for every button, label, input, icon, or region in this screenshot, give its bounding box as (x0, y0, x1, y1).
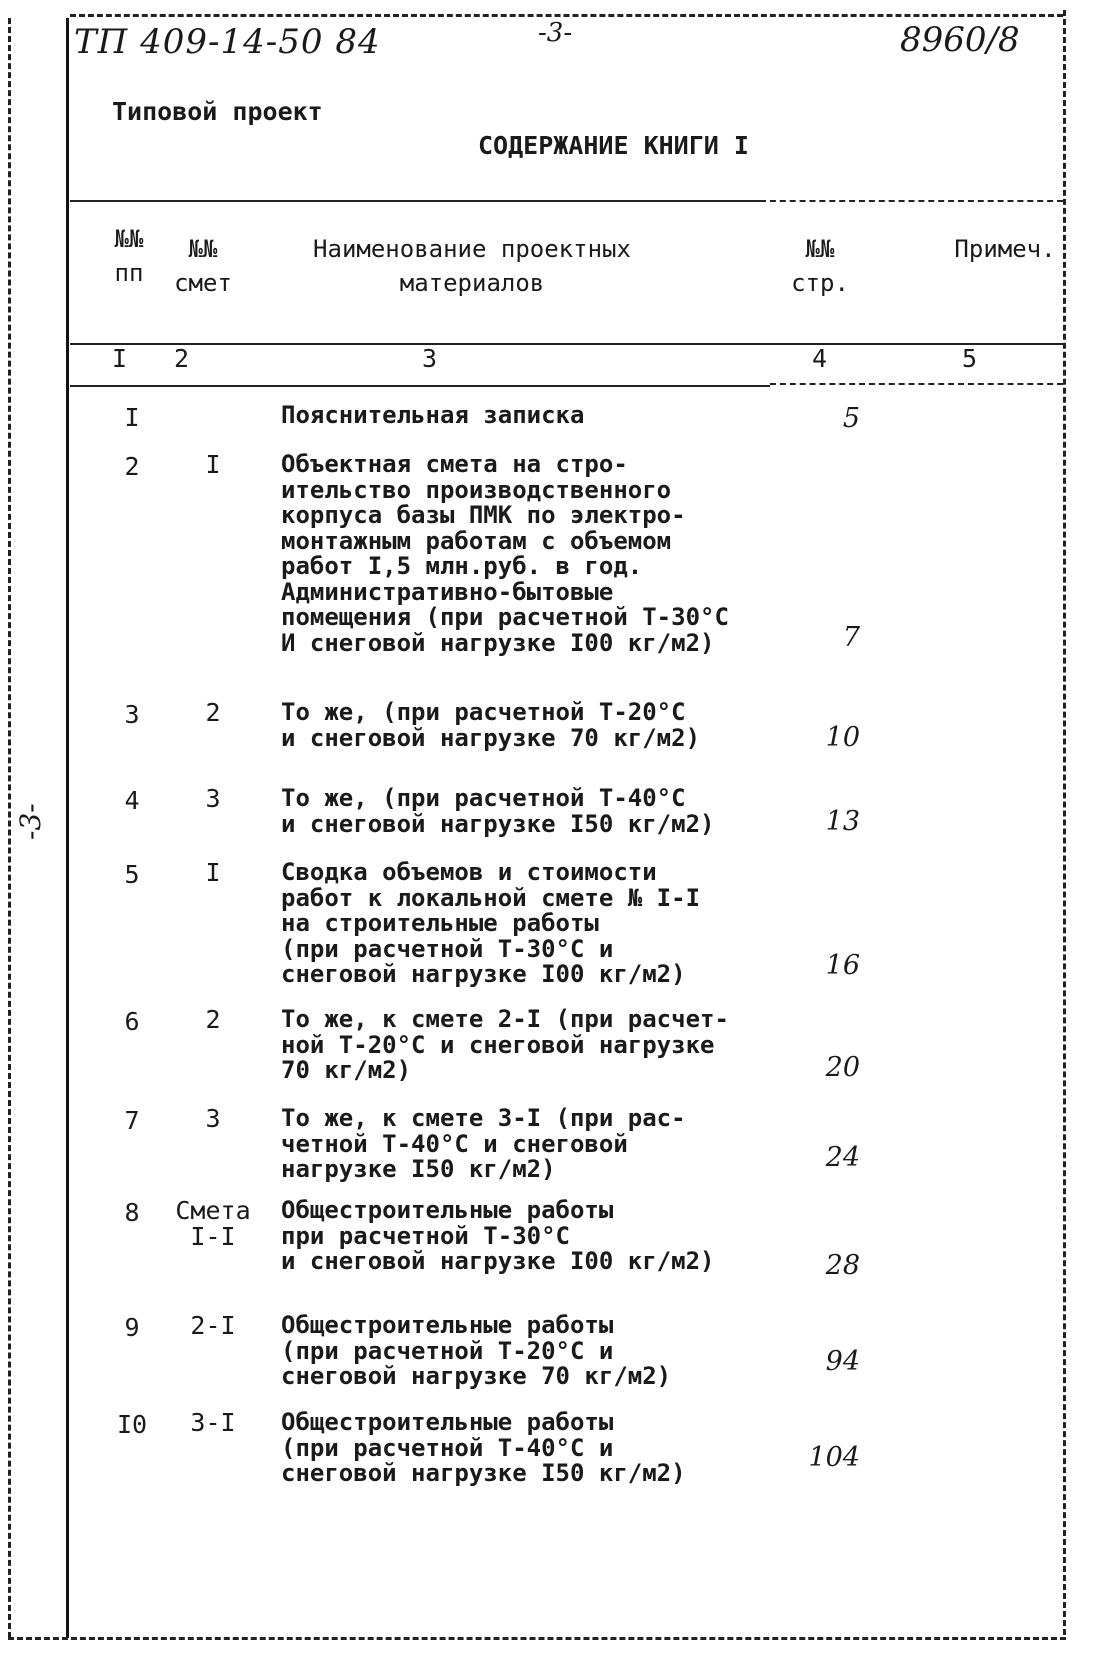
row-estimate: 2 (205, 1005, 221, 1034)
column-number-1: I (112, 344, 128, 373)
row-page: 28 (825, 1250, 860, 1281)
row-page: 104 (808, 1442, 860, 1473)
column-number-4: 4 (812, 344, 828, 373)
frame-top (70, 14, 1063, 17)
frame-left (66, 18, 69, 1638)
row-number: 2 (124, 452, 140, 481)
row-number: 6 (124, 1007, 140, 1036)
page-marker: -3- (538, 18, 573, 48)
row-estimate: 2 (205, 698, 221, 727)
row-estimate: 3 (205, 1104, 221, 1133)
frame-left-outer (8, 18, 11, 1638)
row-page: 10 (825, 722, 860, 753)
row-estimate: Смета I-I (175, 1196, 251, 1251)
side-mark: -3- (14, 803, 47, 840)
column-number-2: 2 (174, 344, 190, 373)
row-page: 24 (825, 1142, 860, 1173)
row-name: То же, (при расчетной Т-20°С и снеговой нагрузке 70 кг/м2) (281, 698, 701, 752)
row-page: 94 (825, 1346, 860, 1377)
row-number: I (124, 403, 140, 432)
row-page: 7 (842, 622, 860, 653)
header-col-4: №№ стр. (791, 235, 849, 297)
project-label: Типовой проект (112, 97, 323, 126)
row-number: 9 (124, 1313, 140, 1342)
row-page: 20 (825, 1052, 860, 1083)
row-number: I0 (116, 1410, 148, 1439)
header-col-3: Наименование проектных материалов (313, 235, 631, 297)
row-name: Объектная смета на стро- ительство производственного корпуса базы ПМК по электро- монтажным работам с объемом работ I,5 млн.руб. в год. Административно-бытовые помещения (при расчетной Т-30°С И снеговой нагрузке I00 кг/м2) (281, 450, 729, 657)
column-number-3: 3 (422, 344, 438, 373)
row-name: То же, (при расчетной Т-40°С и снеговой нагрузке I50 кг/м2) (281, 784, 715, 838)
doc-code: ТП 409-14-50 84 (74, 22, 381, 62)
rule-column-numbers-dashed (770, 383, 1063, 385)
row-estimate: I (205, 450, 221, 479)
row-page: 5 (842, 403, 860, 434)
row-name: То же, к смете 3-I (при рас- четной Т-40°С и снеговой нагрузке I50 кг/м2) (281, 1104, 686, 1183)
row-page: 13 (825, 806, 860, 837)
row-number: 4 (124, 786, 140, 815)
row-number: 7 (124, 1106, 140, 1135)
row-number: 3 (124, 700, 140, 729)
rule-column-numbers (70, 385, 770, 387)
header-col-2: №№ смет (174, 235, 232, 297)
column-number-5: 5 (962, 344, 978, 373)
row-name: Общестроительные работы при расчетной Т-30°С и снеговой нагрузке I00 кг/м2) (281, 1196, 715, 1275)
row-page: 16 (825, 950, 860, 981)
row-number: 5 (124, 860, 140, 889)
row-name: Сводка объемов и стоимости работ к локальной смете № I-I на строительные работы (при расчетной Т-30°С и снеговой нагрузке I00 кг/м2) (281, 858, 701, 988)
rule-top-dashed (760, 200, 1063, 202)
row-estimate: 3-I (190, 1408, 236, 1437)
row-estimate: I (205, 858, 221, 887)
rule-top (70, 200, 760, 202)
row-estimate: 2-I (190, 1311, 236, 1340)
row-estimate: 3 (205, 784, 221, 813)
header-col-1: №№ пп (114, 225, 144, 287)
row-name: Пояснительная записка (281, 401, 585, 429)
row-name: Общестроительные работы (при расчетной Т-20°С и снеговой нагрузке 70 кг/м2) (281, 1311, 672, 1390)
archive-number: 8960/8 (900, 20, 1020, 60)
row-name: Общестроительные работы (при расчетной Т-40°С и снеговой нагрузке I50 кг/м2) (281, 1408, 686, 1487)
row-name: То же, к смете 2-I (при расчет- ной Т-20°С и снеговой нагрузке 70 кг/м2) (281, 1005, 729, 1084)
rule-header (70, 343, 1063, 345)
row-number: 8 (124, 1198, 140, 1227)
frame-bottom (8, 1637, 1066, 1640)
frame-right (1063, 10, 1066, 1635)
page-title: СОДЕРЖАНИЕ КНИГИ I (478, 131, 749, 160)
header-col-5: Примеч. (954, 235, 1056, 263)
